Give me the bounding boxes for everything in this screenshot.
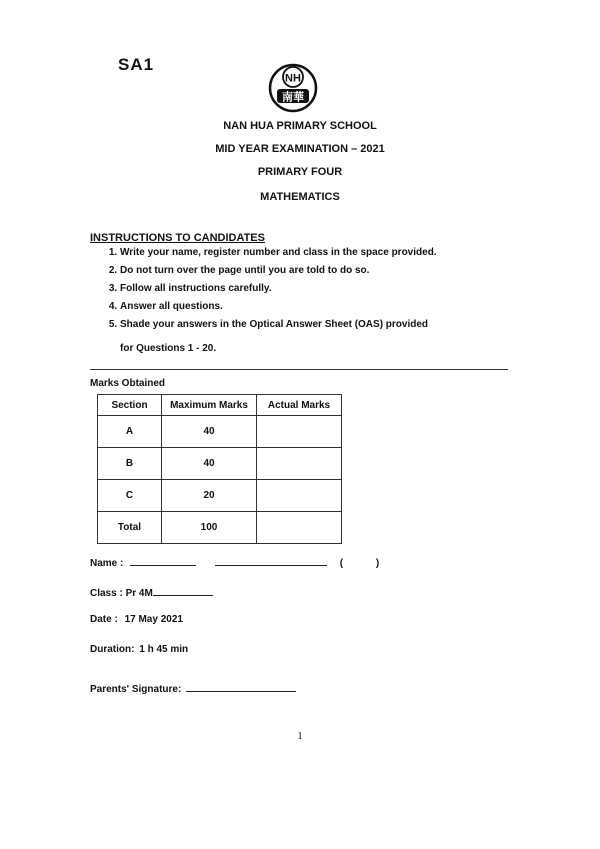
table-row xyxy=(98,416,342,448)
section-cell: B xyxy=(98,448,162,480)
duration-label: Duration: xyxy=(90,644,135,655)
instruction-item: 2. Do not turn over the page until you are told to do so. xyxy=(120,262,540,280)
actual-marks-cell[interactable] xyxy=(257,512,342,544)
max-marks-cell: 40 xyxy=(162,416,257,448)
duration-field xyxy=(90,644,188,655)
instructions-title: INSTRUCTIONS TO CANDIDATES xyxy=(90,232,265,244)
class-blank[interactable] xyxy=(153,586,213,596)
instruction-item: 5. Shade your answers in the Optical Answer Sheet (OAS) provided xyxy=(120,316,540,334)
name-field xyxy=(90,556,379,569)
date-field xyxy=(90,614,183,625)
duration-value: 1 h 45 min xyxy=(139,644,189,655)
instruction-item: 4. Answer all questions. xyxy=(120,298,540,316)
table-row xyxy=(98,480,342,512)
class-field xyxy=(90,586,213,599)
date-value: 17 May 2021 xyxy=(124,614,183,625)
section-cell: Total xyxy=(98,512,162,544)
name-blank[interactable] xyxy=(130,556,196,566)
exam-title: MID YEAR EXAMINATION – 2021 xyxy=(215,143,385,155)
column-header: Maximum Marks xyxy=(162,395,257,416)
date-label: Date : xyxy=(90,614,118,625)
divider-line xyxy=(90,369,508,370)
max-marks-cell: 20 xyxy=(162,480,257,512)
table-header-row xyxy=(98,395,342,416)
level-title: PRIMARY FOUR xyxy=(257,166,343,178)
max-marks-cell: 40 xyxy=(162,448,257,480)
actual-marks-cell[interactable] xyxy=(257,448,342,480)
signature-label: Parents' Signature: xyxy=(90,684,182,695)
register-paren-open: ( xyxy=(339,558,344,569)
instructions-list xyxy=(92,244,540,334)
marks-table xyxy=(97,394,342,544)
paper-tag: SA1 xyxy=(118,55,155,74)
instruction-item: 1. Write your name, register number and class in the space provided. xyxy=(120,244,540,262)
school-name: NAN HUA PRIMARY SCHOOL xyxy=(223,120,377,132)
name-blank-2[interactable] xyxy=(215,556,327,566)
school-logo xyxy=(268,60,318,116)
table-row xyxy=(98,448,342,480)
logo-chinese: 南華 xyxy=(282,90,304,104)
school-crest-icon xyxy=(268,60,318,116)
instruction-item-continuation: for Questions 1 - 20. xyxy=(120,343,217,354)
signature-field xyxy=(90,682,296,695)
register-paren-close: ) xyxy=(375,558,380,569)
signature-blank[interactable] xyxy=(186,682,296,692)
page-number: 1 xyxy=(297,730,303,742)
subject-title: MATHEMATICS xyxy=(260,191,340,203)
instruction-item: 3. Follow all instructions carefully. xyxy=(120,280,540,298)
max-marks-cell: 100 xyxy=(162,512,257,544)
table-row xyxy=(98,512,342,544)
marks-title: Marks Obtained xyxy=(90,378,166,389)
class-label: Class : Pr 4M xyxy=(90,588,153,599)
actual-marks-cell[interactable] xyxy=(257,416,342,448)
column-header: Actual Marks xyxy=(257,395,342,416)
section-cell: A xyxy=(98,416,162,448)
column-header: Section xyxy=(98,395,162,416)
logo-letters: NH xyxy=(285,72,301,85)
section-cell: C xyxy=(98,480,162,512)
actual-marks-cell[interactable] xyxy=(257,480,342,512)
name-label: Name : xyxy=(90,558,124,569)
